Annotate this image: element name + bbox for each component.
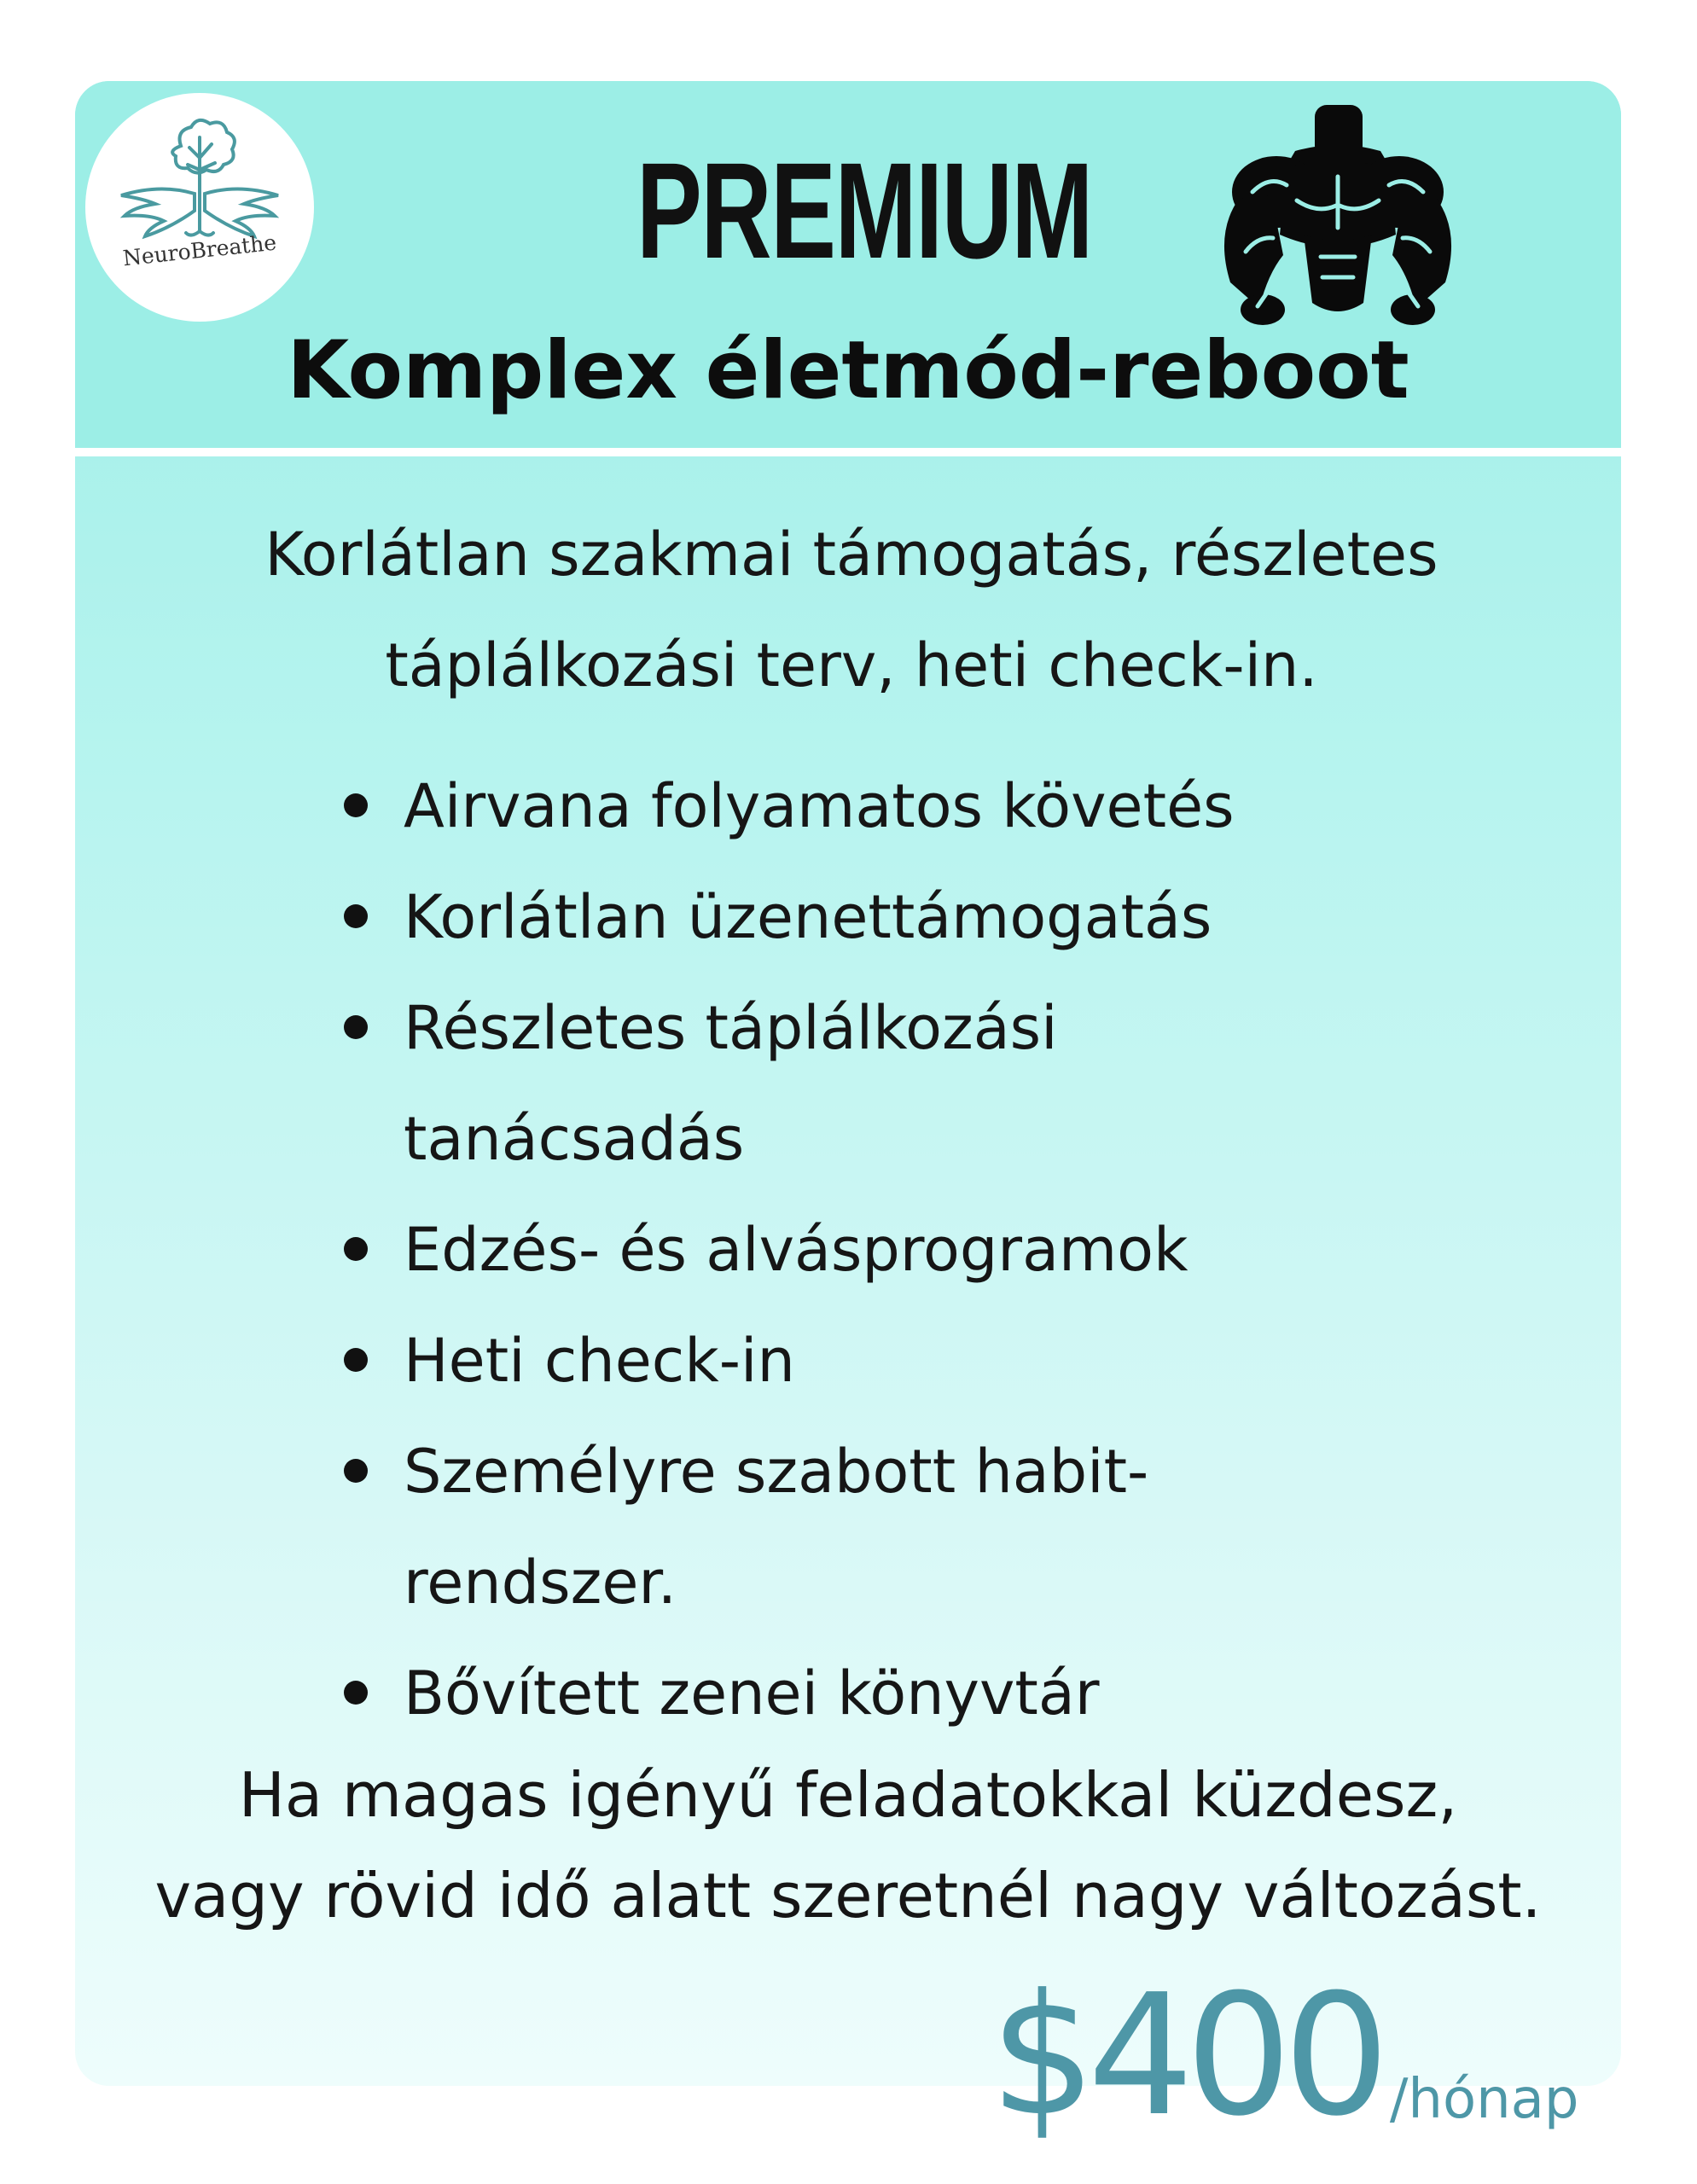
feature-text: Edzés- és alvásprogramok [404,1215,1188,1285]
feature-item [335,1305,1444,1416]
bullet-icon [344,1681,368,1705]
bullet-icon [344,1348,368,1372]
intro-line: Korlátlan szakmai támogatás, részletes [264,520,1438,590]
feature-item-continuation [335,1527,1444,1638]
closing-line: vagy rövid idő alatt szeretnél nagy változást. [154,1860,1542,1931]
feature-text: Bővített zenei könyvtár [404,1658,1100,1728]
bullet-icon [344,1459,368,1483]
bullet-icon [344,904,368,928]
plan-subtitle: Komplex életmód-reboot [287,324,1409,417]
closing-text [75,1745,1621,1946]
feature-text: Részletes táplálkozási [404,993,1058,1063]
feature-list [335,751,1444,1749]
pricing-card [75,81,1621,2086]
feature-item [335,973,1444,1083]
intro-line: táplálkozási terv, heti check-in. [385,630,1318,700]
feature-item [335,1416,1444,1527]
plan-intro [126,499,1577,721]
feature-text: Airvana folyamatos követés [404,771,1235,841]
feature-item [335,1638,1444,1749]
price-amount: $400 [990,1959,1381,2153]
bullet-icon [344,1015,368,1039]
brand-logo [85,93,314,322]
feature-item-continuation [335,1083,1444,1194]
price-period: /hónap [1389,2068,1579,2131]
bullet-icon [344,1237,368,1261]
closing-line: Ha magas igényű feladatokkal küzdesz, [238,1759,1458,1831]
feature-text: Heti check-in [404,1326,795,1396]
bodybuilder-icon [1201,98,1474,337]
header-divider [75,448,1621,456]
brand-logo-text: NeuroBreathe [121,229,278,271]
feature-item [335,751,1444,862]
plan-tier-title: PREMIUM [636,134,1092,287]
brain-tree-wings-icon [85,93,314,322]
feature-item [335,1194,1444,1305]
feature-text: Korlátlan üzenettámogatás [404,882,1212,952]
feature-text: tanácsadás [404,1104,745,1174]
price [990,1959,1579,2153]
feature-text: Személyre szabott habit- [404,1437,1149,1507]
feature-text: rendszer. [404,1548,677,1618]
bullet-icon [344,793,368,817]
feature-item [335,862,1444,973]
